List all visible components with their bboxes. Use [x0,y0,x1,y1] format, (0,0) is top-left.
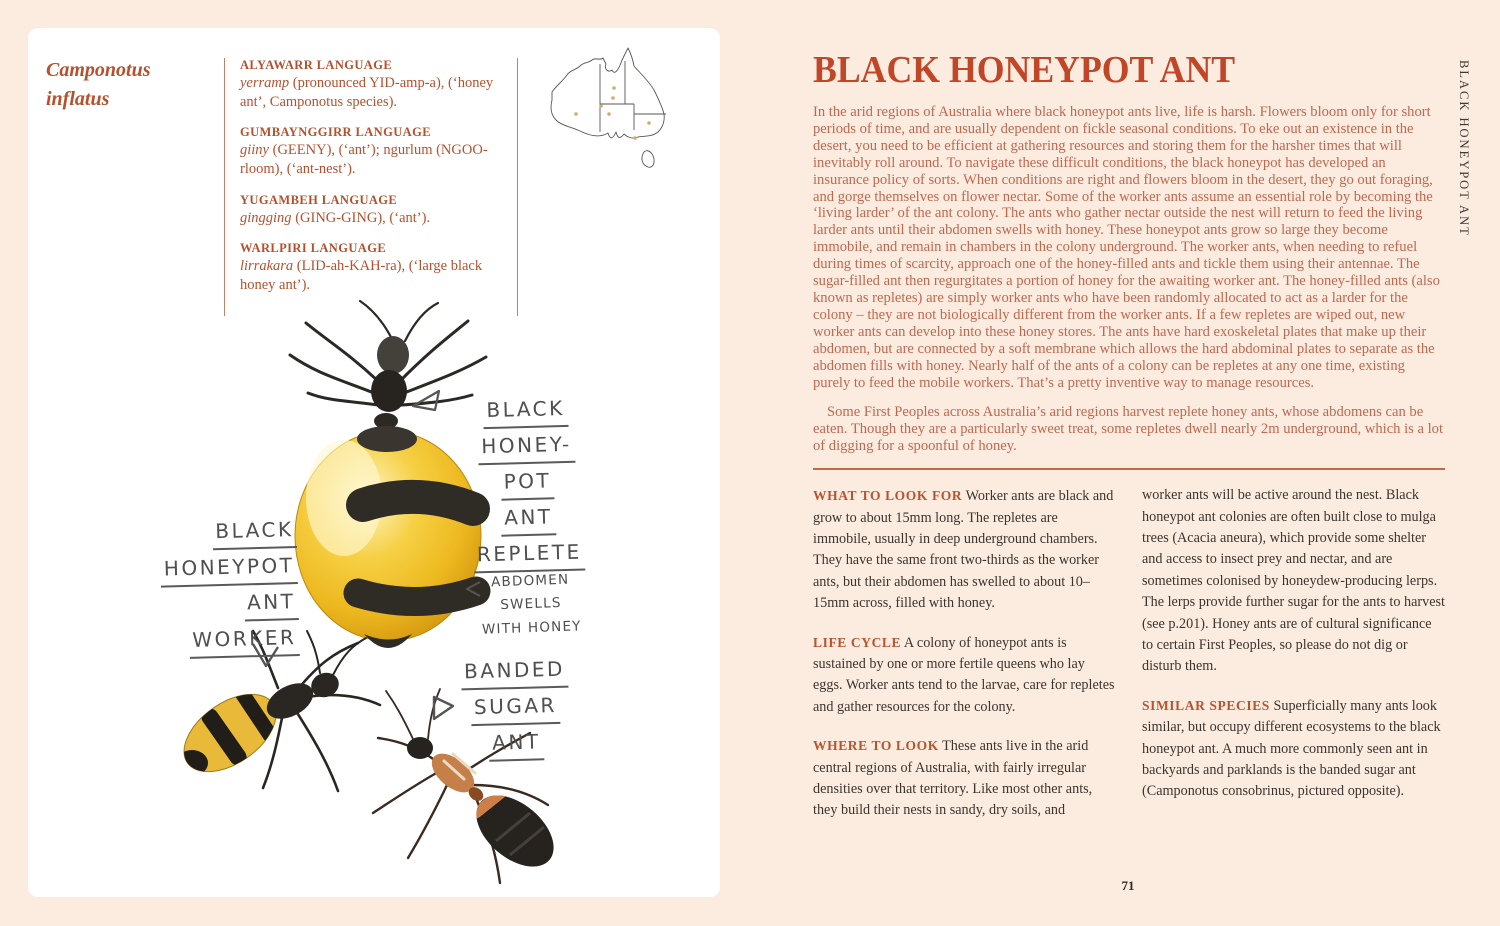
distribution-dot [607,112,611,116]
language-text [240,209,506,228]
right-page [813,48,1445,839]
section-label: WHAT TO LOOK FOR [813,488,963,504]
fact-column-left [813,485,1116,839]
language-label: GUMBAYNGGIRR LANGUAGE [240,125,431,140]
section-text: A colony of honeypot ants is sustained by one or more fertile queens who lay eggs. Worker ants tend to the larvae, care for repletes and gather resources for the colony. [813,634,1115,715]
fact-section [1142,695,1445,803]
language-text [240,257,506,295]
section-label: SIMILAR SPECIES [1142,697,1270,713]
abdomen-arrow-icon [464,579,484,599]
left-page-panel [28,28,720,897]
fact-columns [813,485,1445,839]
worker-label: BLACK HONEYPOT ANT WORKER [146,513,300,661]
section-divider [813,468,1445,470]
ant-illustration [28,293,720,897]
page-number: 71 [1121,878,1135,893]
abdomen-note: ABDOMEN SWELLS WITH HONEY [481,571,582,638]
distribution-dot [574,112,578,116]
replete-arrow-icon [410,388,446,414]
language-description: (GING-GING), (‘ant’). [295,209,431,226]
language-description: (LID-ah-KAH-ra), (‘large black honey ant’). [240,257,483,293]
section-label: LIFE CYCLE [813,634,902,650]
species-name [46,56,216,114]
fact-section [813,632,1116,719]
distribution-dot [647,121,651,125]
language-label: WARLPIRI LANGUAGE [240,240,387,255]
section-label: WHERE TO LOOK [813,738,939,754]
distribution-dots [574,86,651,140]
language-label: YUGAMBEH LANGUAGE [240,192,398,207]
language-description: (pronounced YID-amp-a), (‘honey ant’, Camponotus species). [240,75,494,111]
distribution-dot [599,104,603,108]
fact-section [813,735,1116,822]
language-term: yerramp [240,75,290,91]
language-label: ALYAWARR LANGUAGE [240,58,393,72]
distribution-dot [611,96,615,100]
divider-rule [224,58,225,316]
language-term: lirrakara [240,257,294,274]
page-title: BLACK HONEYPOT ANT [813,49,1236,91]
harvest-paragraph: Some First Peoples across Australia’s arid regions harvest replete honey ants, whose abdomens can be eaten. Though they are a particularly sweet treat, some repletes dwell nearly 2m underground, which is a lot of digging for a spoonful of honey. [813,404,1444,455]
intro-paragraph: In the arid regions of Australia where black honeypot ants live, life is harsh. Flowers bloom only for short periods of time, and are usually dependent on fickle seasonal conditions. To eke out an existence in the desert, you need to be efficient at gathering resources and storing them for the harsher times that will inevitably roll around. To navigate these difficult conditions, the black honeypot has developed an insurance policy of sorts. When conditions are right and flowers bloom in the desert, they go out foraging, and gorge themselves on flower nectar. Some of the worker ants assume an essential role by becoming the ‘living larder’ of the ant colony. The ants who gather nectar outside the nest will return to feed the living larder ants until their abdomen swells with honey. These honeypot ants grow so large they become immobile, and remain in chambers in the colony underground. The worker ants, when needing to refuel during times of scarcity, approach one of the honey-filled ants and tickle them using their antennae. The sugar-filled ant then regurgitates a portion of honey for the awaiting worker ant. The honey-filled ants (also known as repletes) are simply worker ants who have been randomly allocated to act as a larder for the colony – they are not biologically different from the worker ants. If a few repletes are wiped out, new worker ants can develop into these honey stores. The ants have hard exoskeletal plates that make up their abdomen, but are connected by a soft membrane which allows the hard abdominal plates to separate as the abdomen fills with honey. Nearly half of the ants of a colony can be repletes at any one time, existing purely to feed the mobile workers. That’s a pretty inventive way to manage resources. [813,104,1440,391]
language-description: (GEENY), (‘ant’); ngurlum (NGOO-rloom), (‘ant-nest’). [240,142,488,178]
fact-column-right [1142,485,1445,839]
fact-section [1142,485,1445,678]
language-names-panel [240,58,506,308]
australia-outline [551,48,664,138]
divider-rule [517,58,518,316]
language-text [240,74,506,112]
banded-sugar-label: BANDED SUGAR ANT [452,652,580,763]
language-term: giiny [240,142,269,159]
worker-arrow-icon [250,641,284,671]
species-name-line1: Camponotus [46,59,151,81]
language-entry [240,125,506,179]
section-text: These ants live in the arid central regions of Australia, with fairly irregular densities over that territory. Like most other ants, they build their nests in sandy, dry soils, and [813,738,1093,819]
section-text: Worker ants are black and grow to about 15mm long. The repletes are immobile, usually in deep underground chambers. They have the same front two-thirds as the worker ants, but their abdomen has swelled to about 10–15mm across, filled with honey. [813,488,1114,612]
fact-section [813,485,1116,614]
language-term: gingging [240,209,292,226]
australia-distribution-map [540,44,712,222]
language-entry [240,241,506,295]
distribution-dot [612,86,616,90]
section-text: Superficially many ants look similar, but occupy different ecosystems to the black honeypot ant. A much more commonly seen ant in backyards and parklands is the banded sugar ant (Camponotus consobrinus, pictured opposite). [1142,697,1441,800]
language-entry [240,58,506,112]
state-borders [600,61,666,132]
species-name-line2: inflatus [46,88,110,110]
section-text: worker ants will be active around the nest. Black honeypot ant colonies are often built close to mulga trees (Acacia aneura), which provide some shelter and access to insect prey and nectar, and are sometimes colonised by honeydew-producing lerps. The lerps provide further sugar for the ants to harvest (see p.201). Honey ants are of cultural significance to certain First Peoples, so please do not dig or disturb them. [1142,487,1445,675]
banded-sugar-arrow-icon [430,693,458,723]
distribution-dot [633,136,637,140]
tasmania-outline [642,151,654,168]
language-text [240,141,506,179]
replete-label: BLACK HONEY- POT ANT REPLETE [443,391,613,575]
sidebar-running-head: BLACK HONEYPOT ANT [1457,60,1471,237]
language-entry [240,193,506,228]
